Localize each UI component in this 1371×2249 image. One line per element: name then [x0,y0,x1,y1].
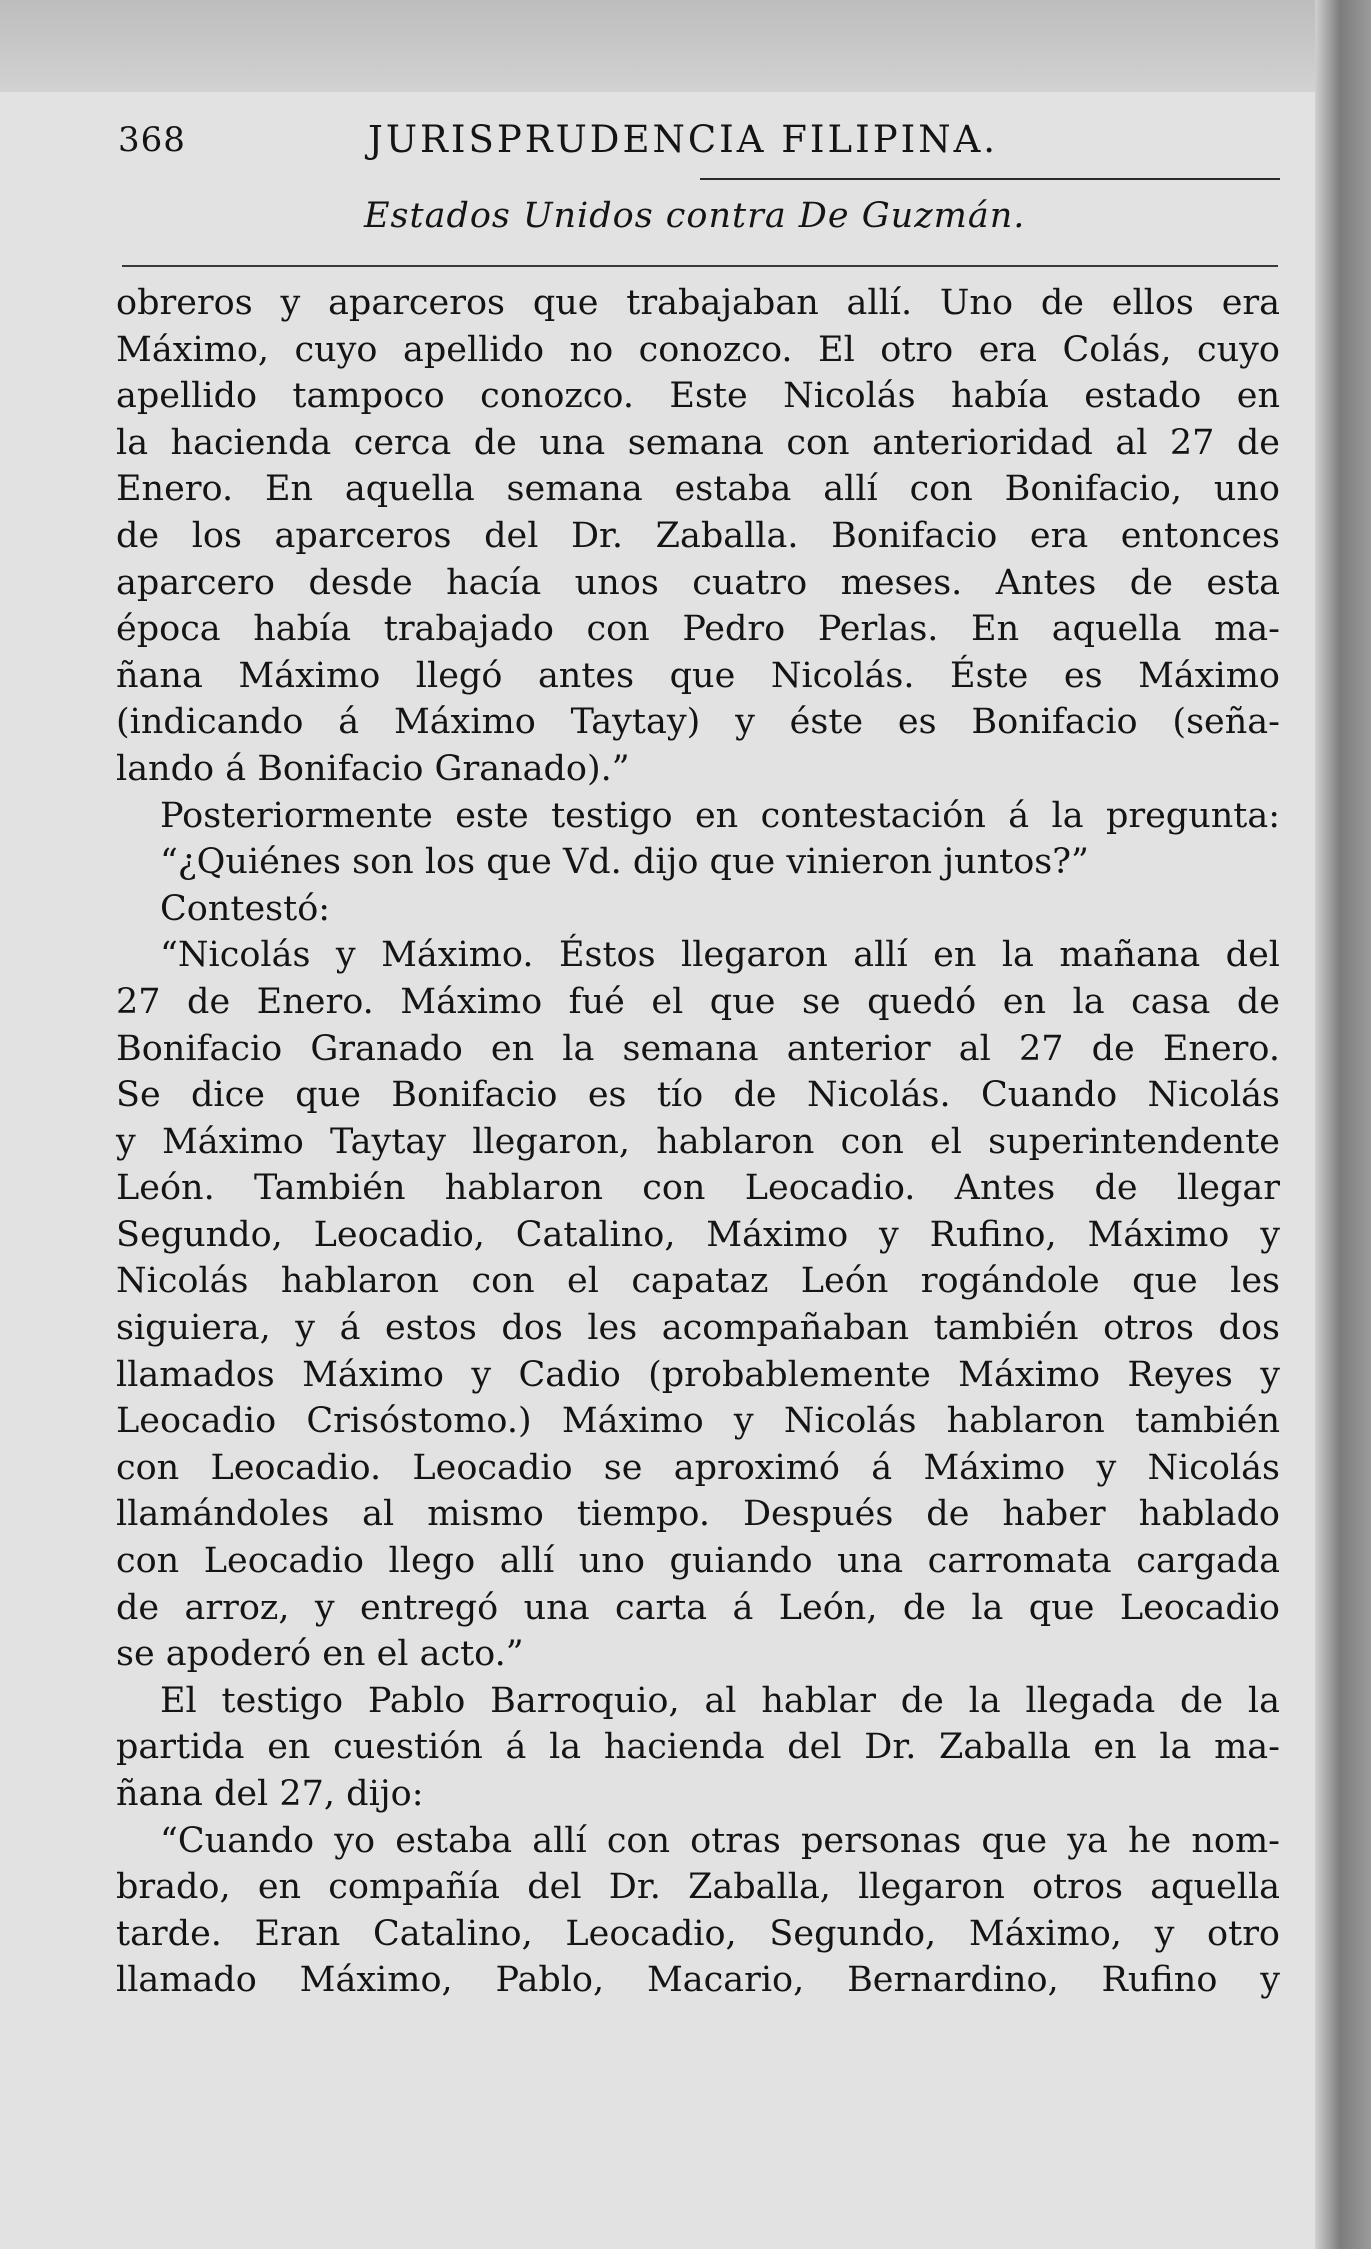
text-line: tarde. Eran Catalino, Leocadio, Segundo, Máximo, y otro [116,1913,1280,1954]
case-title: Estados Unidos contra De Guzmán. [364,196,1026,236]
text-line: con Leocadio llego allí uno guiando una carromata cargada [116,1541,1280,1582]
text-line: Máximo, cuyo apellido no conozco. El otro era Colás, cuyo [116,329,1280,370]
header-rule [700,178,1280,180]
text-line: lando á Bonifacio Granado).” [116,748,630,789]
text-line: Segundo, Leocadio, Catalino, Máximo y Rufino, Máximo y [116,1214,1280,1255]
text-line: “Cuando yo estaba allí con otras personas que ya he nom- [160,1820,1280,1861]
page-header [118,120,1278,166]
text-line: época había trabajado con Pedro Perlas. En aquella ma- [116,609,1280,650]
text-line: de los aparceros del Dr. Zaballa. Bonifacio era entonces [116,515,1280,556]
running-title: JURISPRUDENCIA FILIPINA. [368,118,999,161]
text-line: “Nicolás y Máximo. Éstos llegaron allí en la mañana del [160,935,1280,976]
text-line: Nicolás hablaron con el capataz León rogándole que les [116,1261,1280,1302]
text-line: llamados Máximo y Cadio (probablemente Máximo Reyes y [116,1354,1280,1395]
text-line: Contestó: [160,888,331,929]
scan-right-edge [1315,0,1371,2249]
text-line: partida en cuestión á la hacienda del Dr. Zaballa en la ma- [116,1727,1280,1768]
text-line: “¿Quiénes son los que Vd. dijo que vinieron juntos?” [160,842,1089,883]
text-line: 27 de Enero. Máximo fué el que se quedó en la casa de [116,981,1280,1022]
text-line: llamándoles al mismo tiempo. Después de haber hablado [116,1494,1280,1535]
text-line: y Máximo Taytay llegaron, hablaron con el superintendente [116,1121,1280,1162]
text-line: Enero. En aquella semana estaba allí con Bonifacio, uno [116,469,1280,510]
text-line: con Leocadio. Leocadio se aproximó á Máximo y Nicolás [116,1447,1280,1488]
text-line: apellido tampoco conozco. Este Nicolás había estado en [116,376,1280,417]
text-line: la hacienda cerca de una semana con anterioridad al 27 de [116,422,1280,463]
text-line: León. También hablaron con Leocadio. Antes de llegar [116,1168,1280,1209]
text-line: Se dice que Bonifacio es tío de Nicolás. Cuando Nicolás [116,1075,1280,1116]
text-line: de arroz, y entregó una carta á León, de la que Leocadio [116,1587,1280,1628]
text-line: siguiera, y á estos dos les acompañaban también otros dos [116,1308,1280,1349]
page-number: 368 [118,120,186,160]
text-line: Bonifacio Granado en la semana anterior al 27 de Enero. [116,1028,1280,1069]
text-line: Posteriormente este testigo en contestación á la pregunta: [160,795,1280,836]
text-line: Leocadio Crisóstomo.) Máximo y Nicolás hablaron también [116,1401,1280,1442]
text-line: ñana Máximo llegó antes que Nicolás. Éste es Máximo [116,655,1280,696]
text-line: obreros y aparceros que trabajaban allí. Uno de ellos era [116,283,1280,323]
body-text [116,280,1280,2004]
text-line: El testigo Pablo Barroquio, al hablar de la llegada de la [160,1680,1280,1721]
text-line: ñana del 27, dijo: [116,1774,424,1814]
text-line: aparcero desde hacía unos cuatro meses. Antes de esta [116,562,1280,603]
text-line: se apoderó en el acto.” [116,1634,524,1675]
text-line: brado, en compañía del Dr. Zaballa, llegaron otros aquella [116,1867,1280,1908]
text-line: (indicando á Máximo Taytay) y éste es Bonifacio (seña- [116,702,1280,743]
header-bottom-rule [122,265,1278,267]
text-line: llamado Máximo, Pablo, Macario, Bernardino, Rufino y [116,1960,1280,2001]
scan-top-margin [0,0,1371,92]
